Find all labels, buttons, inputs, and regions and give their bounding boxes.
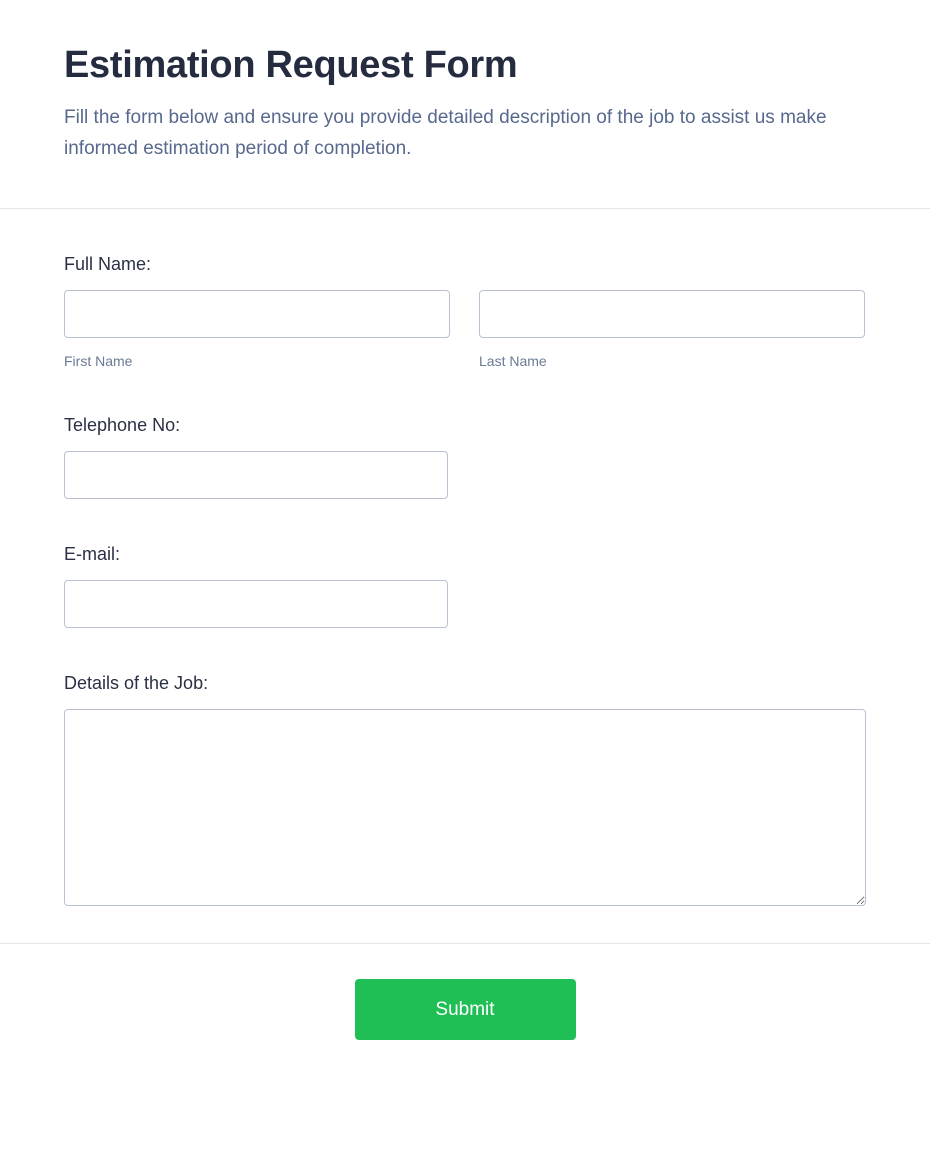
job-details-label: Details of the Job: bbox=[64, 673, 209, 693]
field-block-job-details bbox=[64, 628, 866, 906]
field-block-telephone bbox=[64, 370, 866, 499]
submit-button[interactable]: Submit bbox=[355, 979, 576, 1040]
form-header bbox=[0, 0, 930, 164]
telephone-input[interactable] bbox=[64, 451, 448, 499]
email-label: E-mail: bbox=[64, 544, 121, 564]
email-input[interactable] bbox=[64, 580, 448, 628]
last-name-input[interactable] bbox=[479, 290, 865, 338]
last-name-sublabel: Last Name bbox=[479, 353, 547, 369]
first-name-sublabel: First Name bbox=[64, 353, 133, 369]
field-block-email bbox=[64, 499, 866, 628]
field-block-full-name bbox=[64, 209, 866, 370]
page-title: Estimation Request Form bbox=[64, 44, 518, 86]
full-name-label: Full Name: bbox=[64, 254, 152, 274]
full-name-row bbox=[64, 290, 866, 370]
form-body bbox=[0, 209, 930, 906]
job-details-textarea[interactable] bbox=[64, 709, 866, 906]
telephone-label: Telephone No: bbox=[64, 415, 181, 435]
form-footer bbox=[0, 944, 930, 1040]
last-name-column bbox=[479, 290, 865, 370]
first-name-input[interactable] bbox=[64, 290, 450, 338]
first-name-column bbox=[64, 290, 450, 370]
form-subtitle: Fill the form below and ensure you provide detailed description of the job to assist us make informed estimation period of completion. bbox=[64, 107, 827, 159]
